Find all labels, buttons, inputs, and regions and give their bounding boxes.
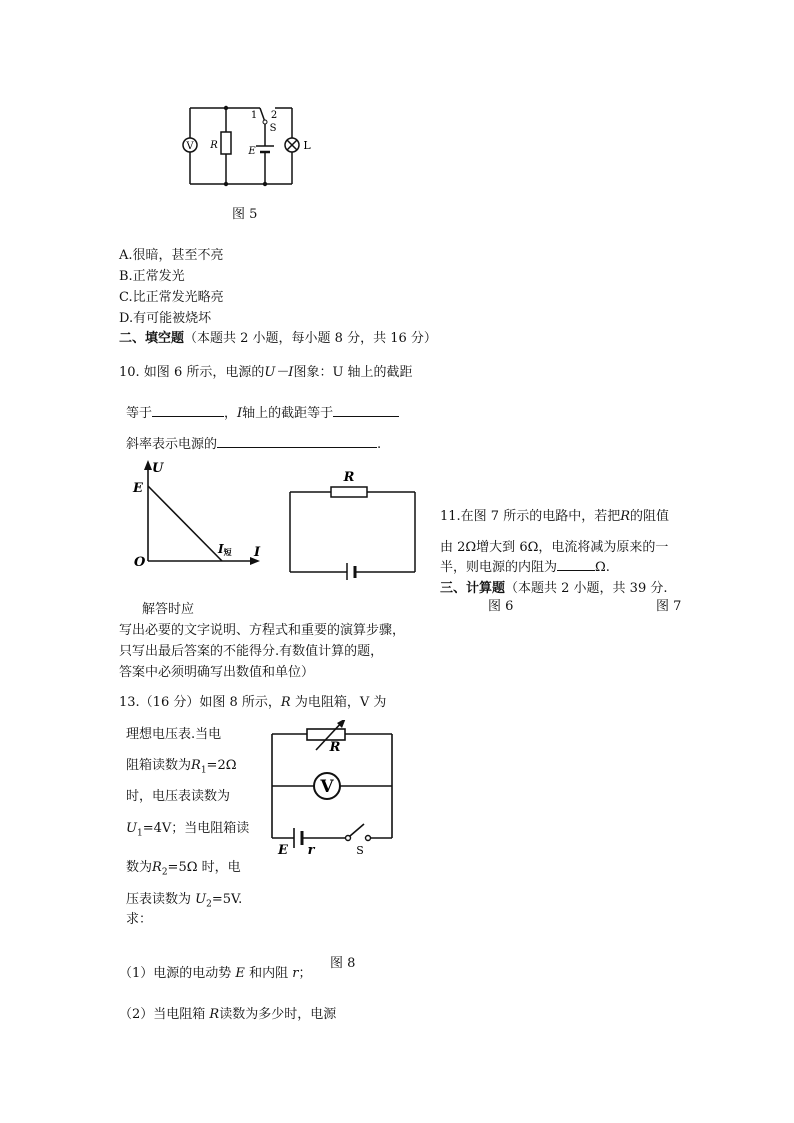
section-3-heading: 三、计算题 bbox=[440, 581, 506, 596]
section-2-header bbox=[119, 327, 437, 346]
fig6-label-ishort: I bbox=[218, 542, 224, 556]
q11-line-3: 半，则电源的内阻为 Ω. bbox=[440, 560, 610, 575]
q10-line-1: 10. 如图 6 所示，电源的U－I图象：U 轴上的截距 bbox=[119, 365, 413, 380]
section-3-header bbox=[440, 577, 668, 596]
figure-5-caption: 图 5 bbox=[232, 207, 258, 222]
q13-text-7: 求： bbox=[126, 912, 153, 927]
fig6-axis-u: U bbox=[152, 461, 164, 476]
q9-option-b: B.正常发光 bbox=[119, 269, 185, 284]
fig6-label-e: E bbox=[133, 481, 143, 496]
fig6-label-o: O bbox=[134, 555, 146, 570]
instructions-line-4: 答案中必须明确写出数值和单位） bbox=[119, 665, 315, 680]
fig6-axis-i: I bbox=[254, 545, 261, 560]
q9-option-a: A.很暗，甚至不亮 bbox=[119, 248, 224, 263]
q13-text-5: 数为$R_2=5\Omega$ 时，电 bbox=[126, 860, 241, 878]
q13-text-6: 压表读数为 $U_2=5V$. bbox=[126, 892, 243, 910]
q11-line-1: 11.在图 7 所示的电路中，若把R的阻值 bbox=[440, 509, 670, 524]
fig6-label-ishort-sub: 短 bbox=[223, 547, 232, 557]
section-2-note: （本题共 2 小题，每小题 8 分，共 16 分） bbox=[184, 331, 437, 346]
instructions-line-3: 只写出最后答案的不能得分.有数值计算的题， bbox=[119, 644, 384, 659]
fig5-label-e: E bbox=[248, 146, 256, 157]
instructions-line-1: 解答时应 bbox=[142, 602, 195, 617]
figure-6-ui-graph bbox=[130, 456, 270, 576]
q9-option-d: D.有可能被烧坏 bbox=[119, 311, 212, 326]
q13-sub-2: （2）当电阻箱 R读数为多少时，电源 bbox=[119, 1007, 337, 1022]
q9-option-c: C.比正常发光略亮 bbox=[119, 290, 224, 305]
q10-blank-2[interactable] bbox=[333, 404, 399, 417]
section-3-note: （本题共 2 小题，共 39 分. bbox=[505, 581, 668, 596]
instructions-line-2: 写出必要的文字说明、方程式和重要的演算步骤， bbox=[119, 623, 406, 638]
q13-text-1: 理想电压表.当电 bbox=[126, 727, 222, 742]
fig8-label-s: S bbox=[356, 844, 364, 857]
q10-line-2: 等于 ，I轴上的截距等于 bbox=[126, 402, 399, 421]
fig5-label-l: L bbox=[303, 139, 311, 152]
figure-8-caption: 图 8 bbox=[330, 956, 356, 971]
fig8-label-v: V bbox=[320, 777, 334, 797]
q10-line-3: 斜率表示电源的 . bbox=[126, 437, 382, 452]
q10-blank-3[interactable] bbox=[217, 435, 377, 448]
fig8-label-e: E bbox=[278, 843, 288, 858]
fig7-label-r: R bbox=[343, 470, 355, 485]
q13-title: 13.（16 分）如图 8 所示，R 为电阻箱，V 为 bbox=[119, 695, 387, 710]
svg-text:I短 bbox=[217, 542, 232, 557]
fig5-label-r: R bbox=[210, 140, 218, 151]
fig5-label-1: 1 bbox=[250, 110, 258, 121]
section-2-heading: 二、填空题 bbox=[119, 331, 185, 346]
fig5-label-2: 2 bbox=[270, 110, 278, 121]
figure-8-circuit bbox=[262, 720, 402, 860]
q10-blank-1[interactable] bbox=[152, 404, 224, 417]
figure-7-circuit bbox=[285, 462, 420, 580]
figure-5-circuit bbox=[170, 100, 330, 192]
fig8-label-r-internal: r bbox=[307, 843, 315, 858]
figure-7-caption: 图 7 bbox=[656, 599, 682, 614]
q13-text-4: $U_1=4V$；当电阻箱读 bbox=[126, 821, 250, 839]
q13-text-3: 时，电压表读数为 bbox=[126, 789, 231, 804]
q11-blank[interactable] bbox=[557, 558, 595, 571]
figure-6-caption: 图 6 bbox=[488, 599, 514, 614]
q13-text-2: 阻箱读数为$R_1=2\Omega$ bbox=[126, 758, 237, 776]
q13-sub-1: （1）电源的电动势 E 和内阻 r； bbox=[119, 966, 312, 981]
fig5-label-v: V bbox=[186, 141, 194, 152]
fig5-label-s: S bbox=[269, 123, 277, 134]
fig8-label-r: R bbox=[329, 740, 341, 755]
q11-line-2: 由 2Ω增大到 6Ω，电流将减为原来的一 bbox=[440, 540, 669, 555]
